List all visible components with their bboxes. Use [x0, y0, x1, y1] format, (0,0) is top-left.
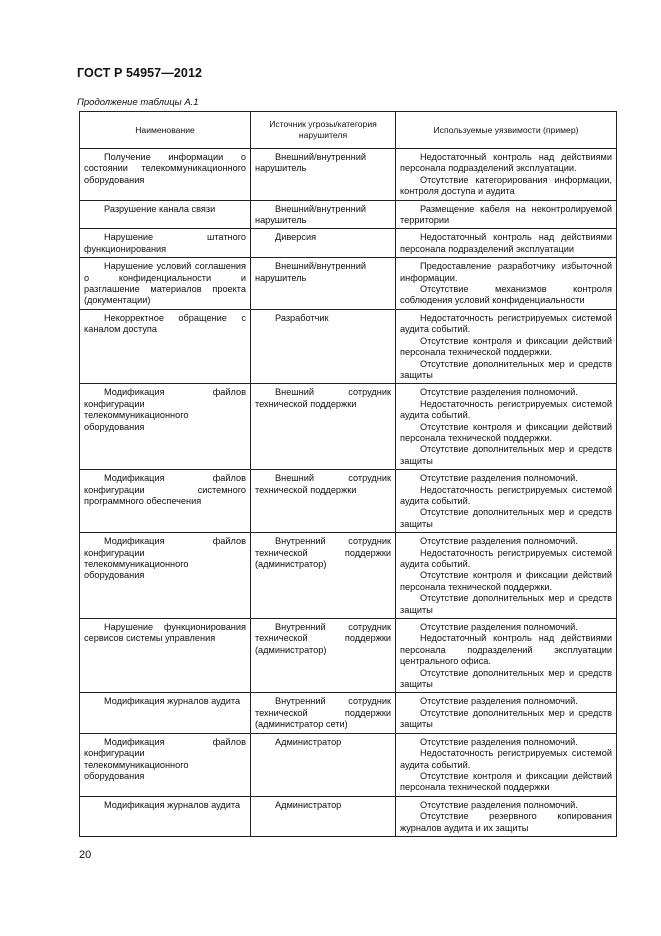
cell-threat-source — [251, 533, 396, 619]
cell-threat-source — [251, 384, 396, 470]
threat-name-text: Модификация файлов конфигурации телекоммуникационного оборудования — [84, 387, 246, 432]
cell-threat-name — [80, 470, 251, 533]
vulnerability-item: Отсутствие разделения полномочий. — [420, 736, 578, 747]
table-row — [80, 533, 617, 619]
threat-name-text: Некорректное обращение с каналом доступа — [84, 312, 246, 335]
vulnerability-item: Отсутствие категорирования информации, контроля доступа и аудита — [400, 174, 612, 197]
vulnerability-item: Отсутствие контроля и фиксации действий персонала технической поддержки. — [400, 421, 612, 443]
threat-name-text: Нарушение штатного функционирования — [84, 232, 246, 254]
vulnerability-item: Недостаточный контроль над действиями персонала подразделений эксплуатации центрального офиса. — [400, 633, 612, 667]
cell-threat-name — [80, 619, 251, 693]
vulnerability-item: Отсутствие разделения полномочий. — [420, 536, 578, 547]
cell-threat-source — [251, 470, 396, 533]
cell-threat-source — [251, 796, 396, 836]
cell-vulnerabilities — [396, 693, 617, 733]
vulnerability-item: Отсутствие контроля и фиксации действий персонала технической поддержки — [400, 770, 612, 793]
table-row — [80, 309, 617, 383]
column-header-name: Наименование — [80, 112, 251, 149]
cell-threat-name — [80, 200, 251, 229]
column-header-vulnerabilities: Используемые уязвимости (пример) — [396, 112, 617, 149]
vulnerability-item: Отсутствие дополнительных мер и средств защиты — [400, 358, 612, 380]
table-row — [80, 149, 617, 201]
table-body — [80, 149, 617, 837]
cell-threat-source — [251, 309, 396, 383]
vulnerability-item: Отсутствие резервного копирования журналов аудита и их защиты — [400, 811, 612, 833]
table-row — [80, 258, 617, 310]
vulnerability-item: Отсутствие контроля и фиксации действий персонала технической поддержки. — [400, 570, 612, 592]
threat-source-text: Внутренний сотрудник технической поддержки (администратор) — [255, 622, 391, 655]
cell-threat-source — [251, 149, 396, 201]
table-row — [80, 693, 617, 733]
page-number: 20 — [79, 849, 92, 861]
cell-vulnerabilities — [396, 149, 617, 201]
table-caption: Продолжение таблицы А.1 — [77, 97, 199, 108]
vulnerability-item: Недостаточный контроль над действиями персонала подразделений эксплуатации. — [400, 152, 612, 174]
threat-name-text: Модификация файлов конфигурации системного программного обеспечения — [84, 473, 246, 506]
cell-threat-name — [80, 533, 251, 619]
threat-source-text: Внешний/внутренний нарушитель — [255, 261, 366, 283]
cell-vulnerabilities — [396, 258, 617, 310]
vulnerability-item: Отсутствие дополнительных мер и средств защиты — [400, 507, 612, 529]
table-row — [80, 733, 617, 796]
cell-threat-source — [251, 200, 396, 229]
cell-vulnerabilities — [396, 733, 617, 796]
cell-threat-name — [80, 796, 251, 836]
cell-vulnerabilities — [396, 533, 617, 619]
cell-threat-name — [80, 693, 251, 733]
cell-threat-source — [251, 229, 396, 258]
cell-threat-source — [251, 733, 396, 796]
vulnerability-item: Отсутствие дополнительных мер и средств защиты — [400, 444, 612, 466]
vulnerability-item: Отсутствие механизмов контроля соблюдения условий конфиденциальности — [400, 284, 612, 306]
table-row — [80, 619, 617, 693]
cell-threat-name — [80, 258, 251, 310]
vulnerability-item: Недостаточность регистрируемых системой аудита событий. — [400, 398, 612, 421]
table-row — [80, 384, 617, 470]
threat-source-text: Администратор — [275, 799, 342, 810]
vulnerability-item: Недостаточность регистрируемых системой аудита событий. — [400, 312, 612, 335]
cell-threat-name — [80, 733, 251, 796]
vulnerability-item: Размещение кабеля на неконтролируемой территории — [400, 203, 612, 226]
cell-vulnerabilities — [396, 796, 617, 836]
threats-table — [79, 111, 617, 837]
threat-name-text: Нарушение функционирования сервисов системы управления — [84, 622, 246, 644]
cell-threat-name — [80, 149, 251, 201]
cell-vulnerabilities — [396, 200, 617, 229]
threat-source-text: Внутренний сотрудник технической поддержки (администратор сети) — [255, 696, 391, 730]
threat-name-text: Модификация файлов конфигурации телекоммуникационного оборудования — [84, 736, 246, 781]
table-row — [80, 796, 617, 836]
threat-name-text: Разрушение канала связи — [104, 203, 216, 214]
table-row — [80, 229, 617, 258]
threat-name-text: Нарушение условий соглашения о конфиденциальности и разглашение материалов проекта (документации) — [84, 261, 246, 306]
cell-vulnerabilities — [396, 619, 617, 693]
cell-threat-name — [80, 384, 251, 470]
vulnerability-item: Отсутствие дополнительных мер и средств защиты — [400, 667, 612, 690]
cell-vulnerabilities — [396, 309, 617, 383]
vulnerability-item: Отсутствие дополнительных мер и средств защиты — [400, 707, 612, 730]
vulnerability-item: Отсутствие разделения полномочий. — [420, 799, 578, 810]
cell-vulnerabilities — [396, 470, 617, 533]
cell-threat-source — [251, 693, 396, 733]
document-header: ГОСТ Р 54957—2012 — [77, 66, 203, 80]
threat-source-text: Внутренний сотрудник технической поддержки (администратор) — [255, 536, 391, 569]
vulnerability-item: Отсутствие разделения полномочий. — [420, 387, 578, 398]
vulnerability-item: Отсутствие разделения полномочий. — [420, 473, 578, 484]
threat-source-text: Разработчик — [275, 312, 329, 323]
threat-source-text: Внешний сотрудник технической поддержки — [255, 473, 391, 495]
vulnerability-item: Отсутствие разделения полномочий. — [420, 622, 578, 633]
threat-source-text: Внешний/внутренний нарушитель — [255, 152, 366, 174]
table-row — [80, 200, 617, 229]
threat-name-text: Получение информации о состоянии телекоммуникационного оборудования — [84, 152, 246, 185]
threat-name-text: Модификация журналов аудита — [104, 799, 241, 810]
vulnerability-item: Недостаточный контроль над действиями персонала подразделений эксплуатации — [400, 232, 612, 254]
vulnerability-item: Отсутствие контроля и фиксации действий персонала технической поддержки. — [400, 335, 612, 358]
vulnerability-item: Предоставление разработчику избыточной информации. — [400, 261, 612, 283]
cell-threat-name — [80, 309, 251, 383]
table-row — [80, 470, 617, 533]
cell-threat-source — [251, 258, 396, 310]
threat-source-text: Внешний/внутренний нарушитель — [255, 203, 366, 226]
threat-name-text: Модификация журналов аудита — [104, 696, 241, 707]
vulnerability-item: Недостаточность регистрируемых системой аудита событий. — [400, 484, 612, 506]
threat-name-text: Модификация файлов конфигурации телекоммуникационного оборудования — [84, 536, 246, 581]
column-header-source: Источник угрозы/категория нарушителя — [251, 112, 396, 149]
cell-threat-name — [80, 229, 251, 258]
table-header-row — [80, 112, 617, 149]
vulnerability-item: Отсутствие разделения полномочий. — [420, 696, 578, 707]
vulnerability-item: Недостаточность регистрируемых системой аудита событий. — [400, 547, 612, 569]
threat-source-text: Диверсия — [275, 232, 317, 243]
cell-vulnerabilities — [396, 384, 617, 470]
cell-vulnerabilities — [396, 229, 617, 258]
vulnerability-item: Отсутствие дополнительных мер и средств защиты — [400, 593, 612, 615]
threat-source-text: Администратор — [275, 736, 342, 747]
cell-threat-source — [251, 619, 396, 693]
vulnerability-item: Недостаточность регистрируемых системой аудита событий. — [400, 748, 612, 770]
threat-source-text: Внешний сотрудник технической поддержки — [255, 387, 391, 409]
